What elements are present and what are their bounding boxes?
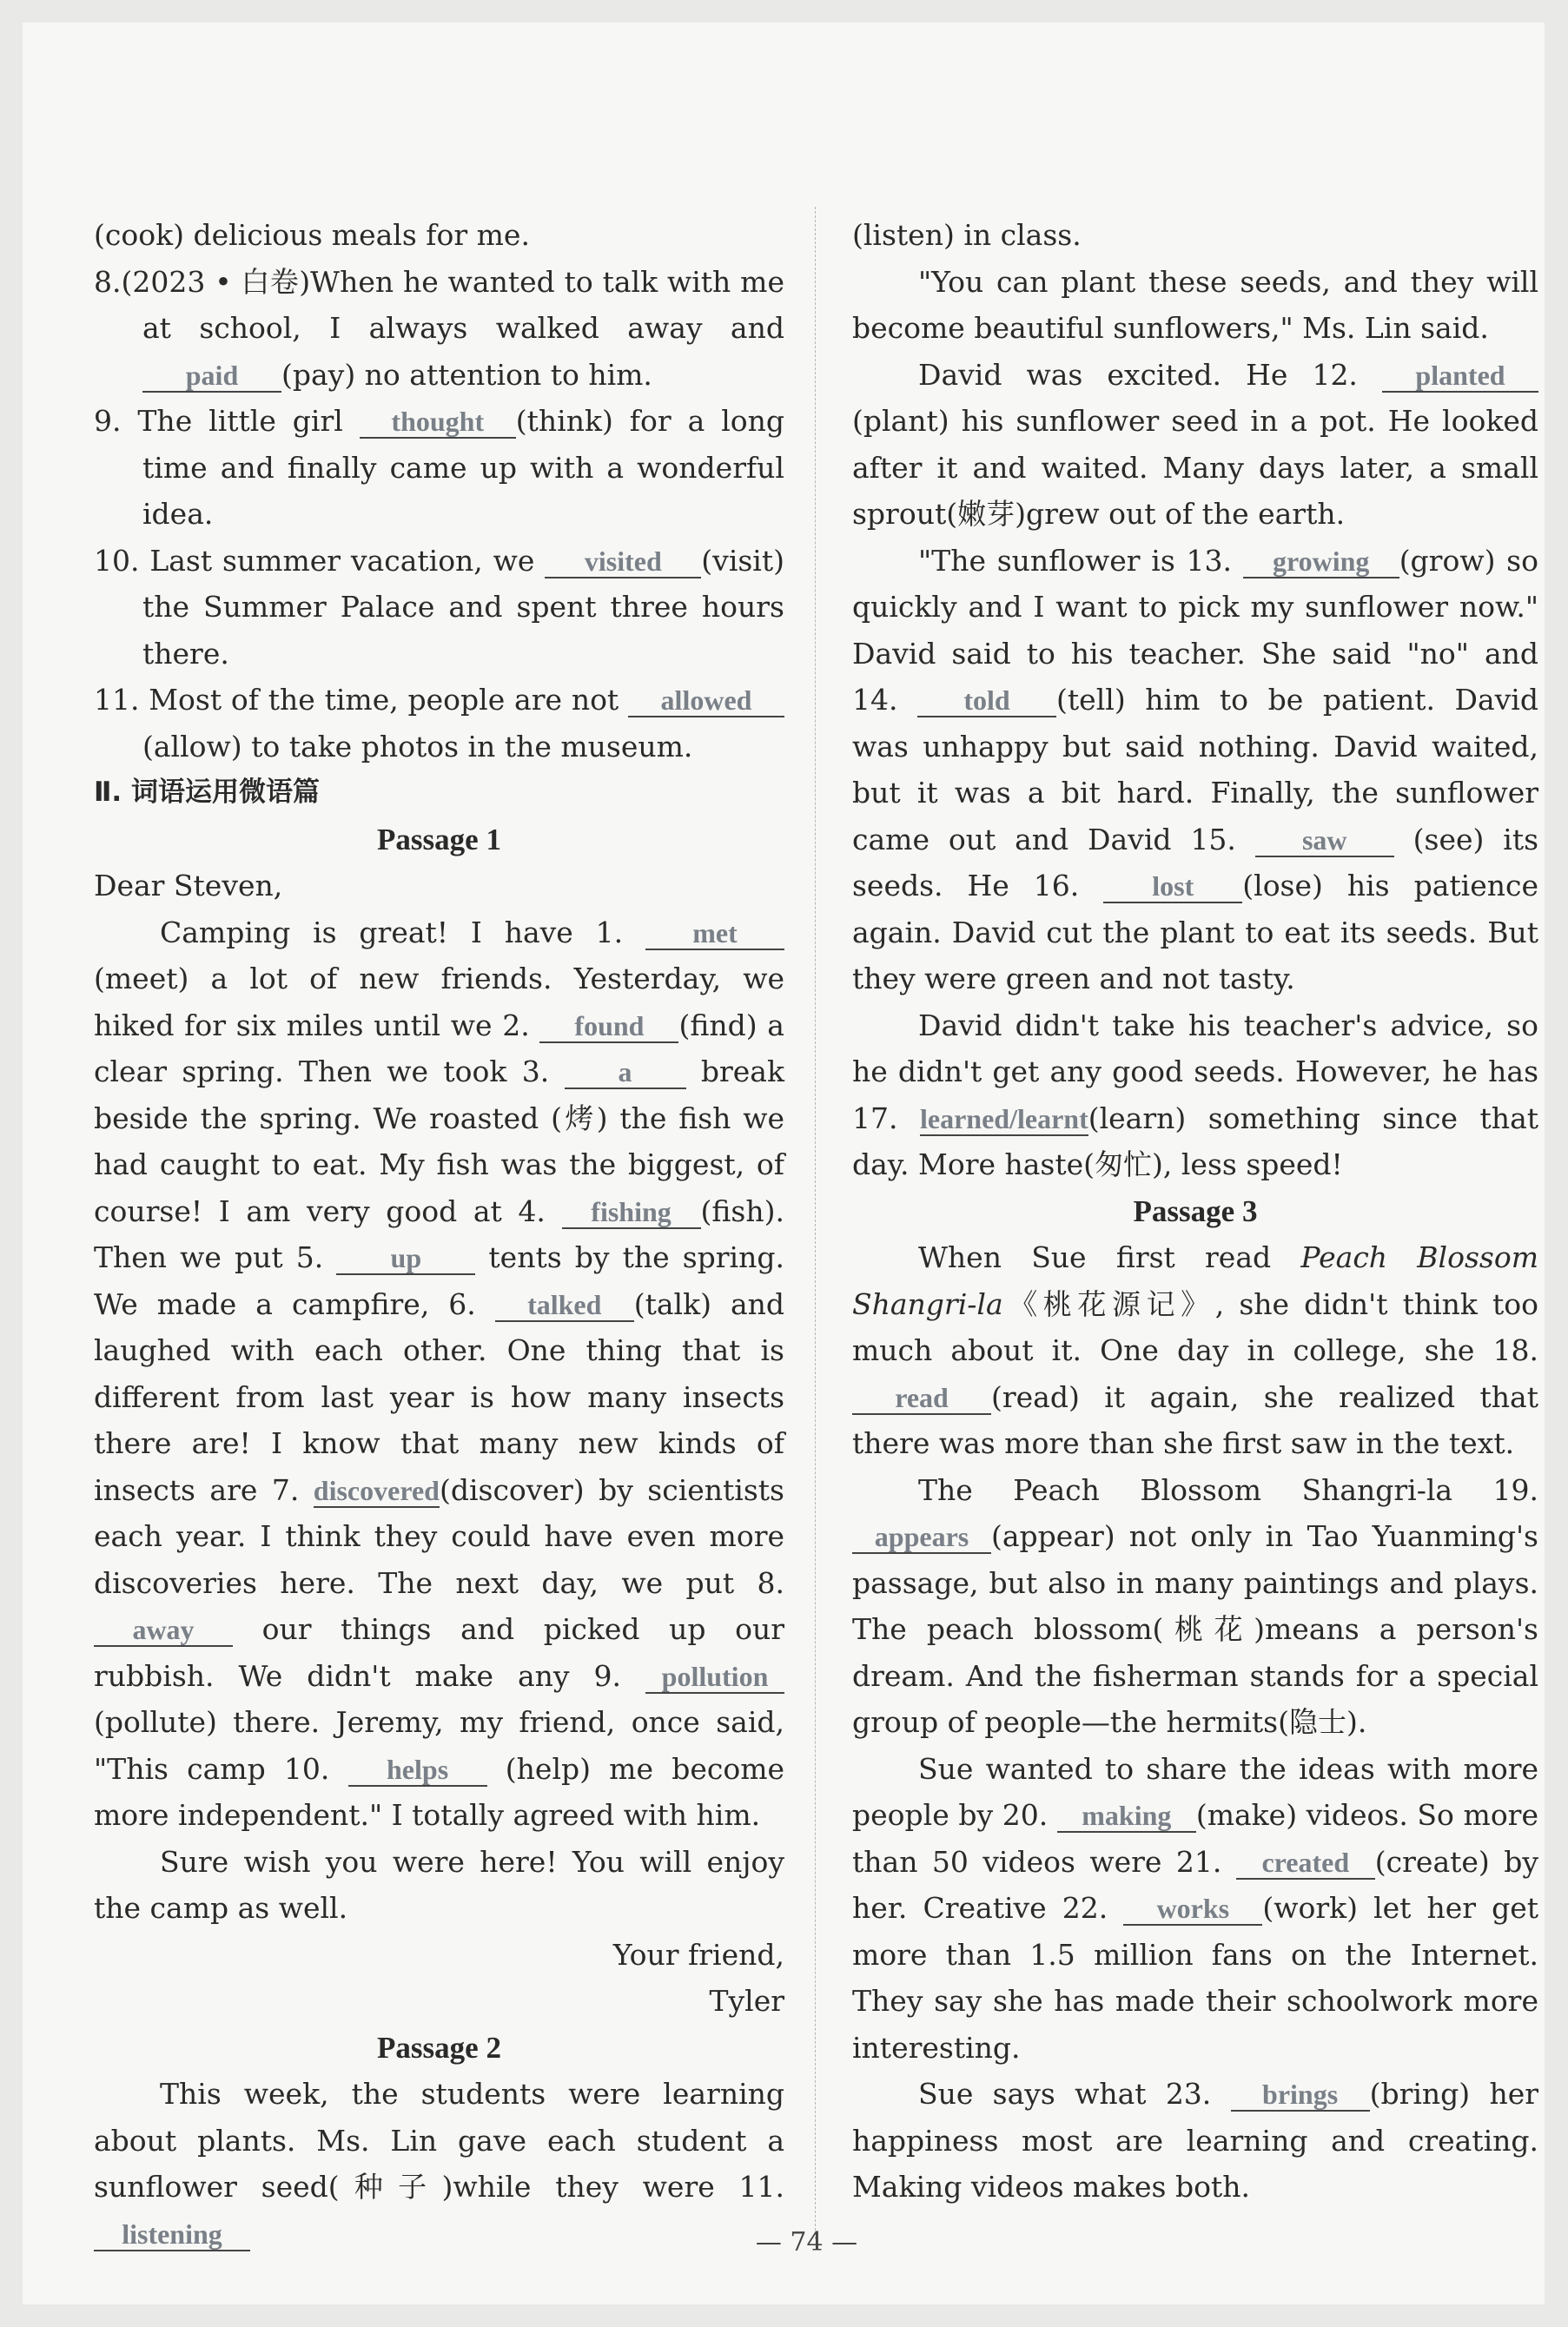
column-divider	[815, 207, 816, 2239]
answer-blank[interactable]: helps	[348, 1754, 487, 1787]
answer-blank[interactable]: told	[917, 684, 1056, 717]
answer-blank[interactable]: works	[1123, 1893, 1262, 1926]
section-heading: Ⅱ. 词语运用微语篇	[94, 777, 320, 808]
answer-blank[interactable]: allowed	[628, 684, 784, 717]
passage-2-body: David didn't take his teacher's advice, so he didn't get any good seeds. However, he has 17. learned/learnt(learn) something since that day. More haste(匆忙), less speed!	[852, 1008, 1538, 1181]
letter-closing: Sure wish you were here! You will enjoy the camp as well.	[94, 1844, 784, 1925]
passage-3-body: The Peach Blossom Shangri-la 19. appears (appear) not only in Tao Yuanming's passage, but also in many paintings and plays. The peach blossom(桃花)means a person's dream. And the fisherman stands for a special group of people—the hermits(隐士).	[852, 1472, 1538, 1739]
answer-blank[interactable]: learned/learnt	[919, 1102, 1088, 1134]
answer-blank[interactable]: thought	[360, 406, 516, 439]
question-10: 10. Last summer vacation, we visited (visit) the Summer Palace and spent three hours there.	[94, 543, 784, 671]
passage-title: Passage 1	[377, 822, 501, 856]
passage-2-body: This week, the students were learning about plants. Ms. Lin gave each student a sunflower seed(种子)while they were 11. listening	[94, 2077, 784, 2250]
answer-blank[interactable]: lost	[1103, 870, 1242, 903]
page-number: — 74 —	[755, 2227, 858, 2258]
passage-3-body: Sue says what 23. brings (bring) her happiness most are learning and creating. Making videos makes both.	[852, 2077, 1538, 2204]
book-title: Peach Blossom Shangri-la	[852, 1240, 1538, 1321]
text-line: (cook) delicious meals for me.	[94, 218, 530, 252]
passage-2-body: David was excited. He 12. planted(plant) his sunflower seed in a pot. He looked after it and waited. Many days later, a small sprout(嫩芽)grew out of the earth.	[852, 357, 1538, 531]
answer-blank[interactable]: met	[645, 917, 784, 950]
text-line: (listen) in class.	[852, 218, 1082, 252]
passage-3-body: Sue wanted to share the ideas with more people by 20. making (make) videos. So more than 50 videos were 21. created (create) by her. Creative 22. works (work) let her get more than 1.5 million fans on the Internet. They say she has made their schoolwork more interesting.	[852, 1751, 1538, 2065]
passage-2-body: "The sunflower is 13. growing (grow) so quickly and I want to pick my sunflower now." David said to his teacher. She said "no" and 14. told (tell) him to be patient. David was unhappy but said nothing. David waited, but it was a bit hard. Finally, the sunflower came out and David 15. saw (see) its seeds. He 16. lost (lose) his patience again. David cut the plant to eat its seeds. But they were green and not tasty.	[852, 543, 1539, 995]
left-column	[94, 212, 784, 2257]
answer-blank[interactable]: growing	[1243, 545, 1399, 578]
answer-blank[interactable]: away	[94, 1614, 233, 1647]
question-8: 8.(2023 • 白卷)When he wanted to talk with me at school, I always walked away and paid (pay) no attention to him.	[94, 264, 784, 392]
answer-blank[interactable]: up	[336, 1242, 475, 1275]
answer-blank[interactable]: read	[852, 1382, 991, 1415]
answer-blank[interactable]: a	[565, 1056, 686, 1089]
answer-blank[interactable]: saw	[1255, 824, 1394, 857]
passage-3-body: When Sue first read Peach Blossom Shangri-la《桃花源记》, she didn't think too much about it. One day in college, she 18. read (read) it again, she realized that there was more than she first saw in the text.	[852, 1240, 1538, 1460]
passage-title: Passage 2	[377, 2030, 501, 2065]
answer-blank[interactable]: found	[539, 1010, 678, 1043]
page	[23, 23, 1545, 2304]
passage-1-body: Camping is great! I have 1. met (meet) a lot of new friends. Yesterday, we hiked for six miles until we 2. found (find) a clear spring. Then we took 3. a break beside the spring. We roasted (烤) the fish we had caught to eat. My fish was the biggest, of course! I am very good at 4. fishing (fish). Then we put 5. up tents by the spring. We made a campfire, 6. talked (talk) and laughed with each other. One thing that is different from last year is how many insects there are! I know that many new kinds of insects are 7. discovered(discover) by scientists each year. I think they could have even more discoveries here. The next day, we put 8. away our things and picked up our rubbish. We didn't make any 9. pollution(pollute) there. Jeremy, my friend, once said, "This camp 10. helps (help) me become more independent." I totally agreed with him.	[94, 915, 785, 1832]
letter-greeting: Dear Steven,	[94, 869, 283, 902]
answer-blank[interactable]: fishing	[562, 1196, 701, 1229]
answer-blank[interactable]: pollution	[645, 1661, 784, 1694]
answer-blank[interactable]: listening	[94, 2218, 250, 2251]
letter-signoff: Your friend,	[612, 1937, 784, 1972]
passage-2-body: "You can plant these seeds, and they will become beautiful sunflowers," Ms. Lin said.	[852, 264, 1538, 345]
letter-signature: Tyler	[709, 1984, 784, 2018]
answer-blank[interactable]: making	[1057, 1800, 1196, 1833]
question-11: 11. Most of the time, people are not allowed (allow) to take photos in the museum.	[94, 677, 784, 770]
answer-blank[interactable]: talked	[495, 1289, 634, 1322]
answer-blank[interactable]: planted	[1382, 360, 1538, 393]
answer-blank[interactable]: discovered	[313, 1474, 440, 1506]
right-column	[852, 212, 1538, 2211]
answer-blank[interactable]: brings	[1231, 2079, 1370, 2112]
answer-blank[interactable]: paid	[142, 360, 281, 393]
passage-title: Passage 3	[1133, 1193, 1258, 1228]
answer-blank[interactable]: appears	[852, 1521, 991, 1554]
answer-blank[interactable]: created	[1236, 1847, 1375, 1880]
answer-blank[interactable]: visited	[545, 545, 701, 578]
question-9: 9. The little girl thought (think) for a long time and finally came up with a wonderful idea.	[94, 404, 784, 531]
